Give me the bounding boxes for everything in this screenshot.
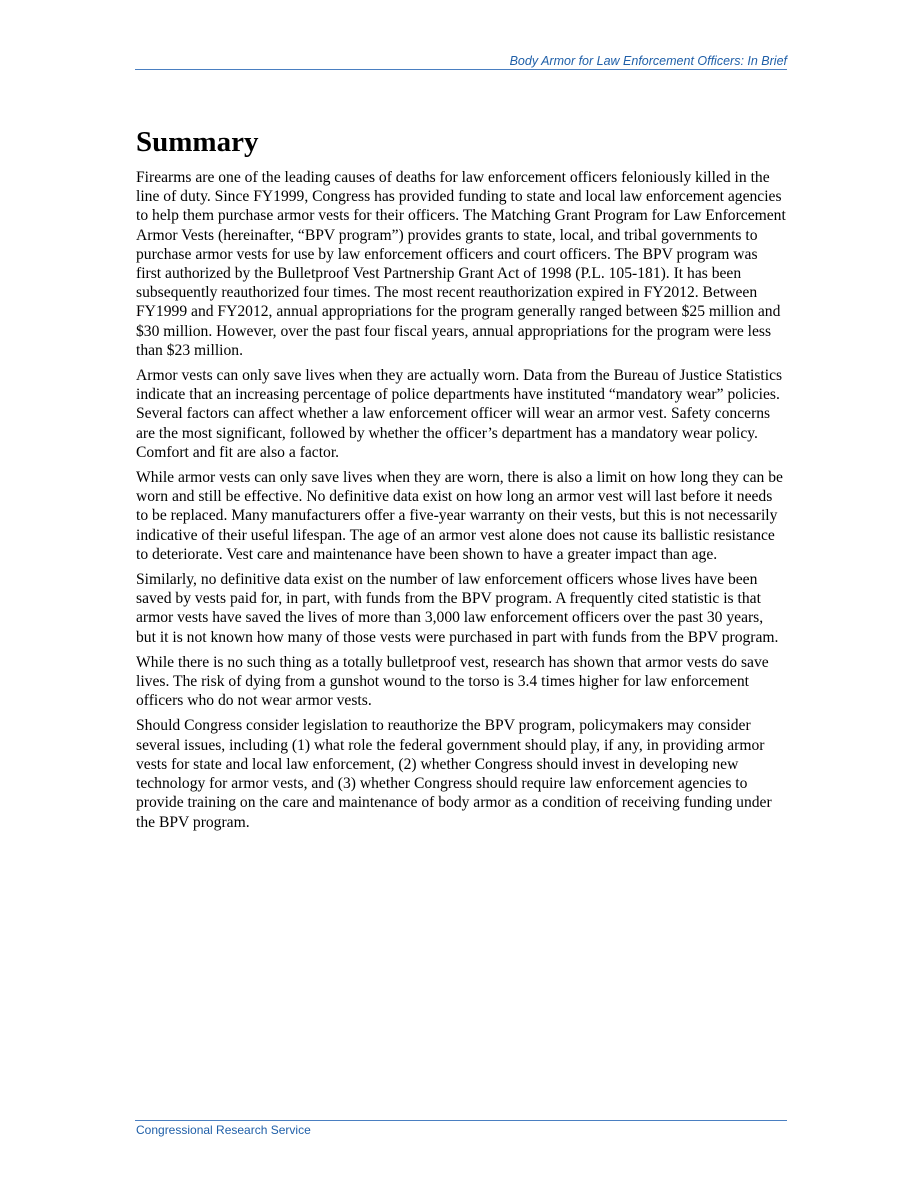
running-header-title: Body Armor for Law Enforcement Officers: In Brief xyxy=(509,54,787,68)
summary-paragraph-6: Should Congress consider legislation to reauthorize the BPV program, policymakers may consider several issues, including (1) what role the federal government should play, if any, in providing armor vests for state and local law enforcement, (2) whether Congress should invest in developing new technology for armor vests, and (3) whether Congress should require law enforcement agencies to provide training on the care and maintenance of body armor as a condition of receiving funding under the BPV program. xyxy=(136,717,772,831)
footer-organization: Congressional Research Service xyxy=(136,1123,311,1137)
footer-divider xyxy=(135,1120,787,1121)
document-body xyxy=(136,124,786,838)
summary-paragraph-3: While armor vests can only save lives when they are worn, there is also a limit on how long they can be worn and still be effective. No definitive data exist on how long an armor vest will last before it needs to be replaced. Many manufacturers offer a five-year warranty on their vests, but this is not necessarily indicative of their useful lifespan. The age of an armor vest alone does not cause its ballistic resistance to deteriorate. Vest care and maintenance have been shown to have a greater impact than age. xyxy=(136,469,783,563)
section-title: Summary xyxy=(136,126,259,158)
summary-paragraph-4: Similarly, no definitive data exist on the number of law enforcement officers whose lives have been saved by vests paid for, in part, with funds from the BPV program. A frequently cited statistic is that armor vests have saved the lives of more than 3,000 law enforcement officers over the past 30 years, but it is not known how many of those vests were purchased in part with funds from the BPV program. xyxy=(136,571,779,646)
summary-paragraph-2: Armor vests can only save lives when they are actually worn. Data from the Bureau of Justice Statistics indicate that an increasing percentage of police departments have instituted “mandatory wear” policies. Several factors can affect whether a law enforcement officer will wear an armor vest. Safety concerns are the most significant, followed by whether the officer’s department has a mandatory wear policy. Comfort and fit are also a factor. xyxy=(136,367,783,461)
summary-paragraph-5: While there is no such thing as a totally bulletproof vest, research has shown that armor vests do save lives. The risk of dying from a gunshot wound to the torso is 3.4 times higher for law enforcement officers who do not wear armor vests. xyxy=(136,653,769,710)
header-divider xyxy=(135,69,787,70)
summary-paragraph-1: Firearms are one of the leading causes of deaths for law enforcement officers feloniously killed in the line of duty. Since FY1999, Congress has provided funding to state and local law enforcement agencies to help them purchase armor vests for their officers. The Matching Grant Program for Law Enforcement Armor Vests (hereinafter, “BPV program”) provides grants to state, local, and tribal governments to purchase armor vests for use by law enforcement officers and court officers. The BPV program was first authorized by the Bulletproof Vest Partnership Grant Act of 1998 (P.L. 105-181). It has been subsequently reauthorized four times. The most recent reauthorization expired in FY2012. Between FY1999 and FY2012, annual appropriations for the program generally ranged between $25 million and $30 million. However, over the past four fiscal years, annual appropriations for the program were less than $23 million. xyxy=(136,169,786,359)
